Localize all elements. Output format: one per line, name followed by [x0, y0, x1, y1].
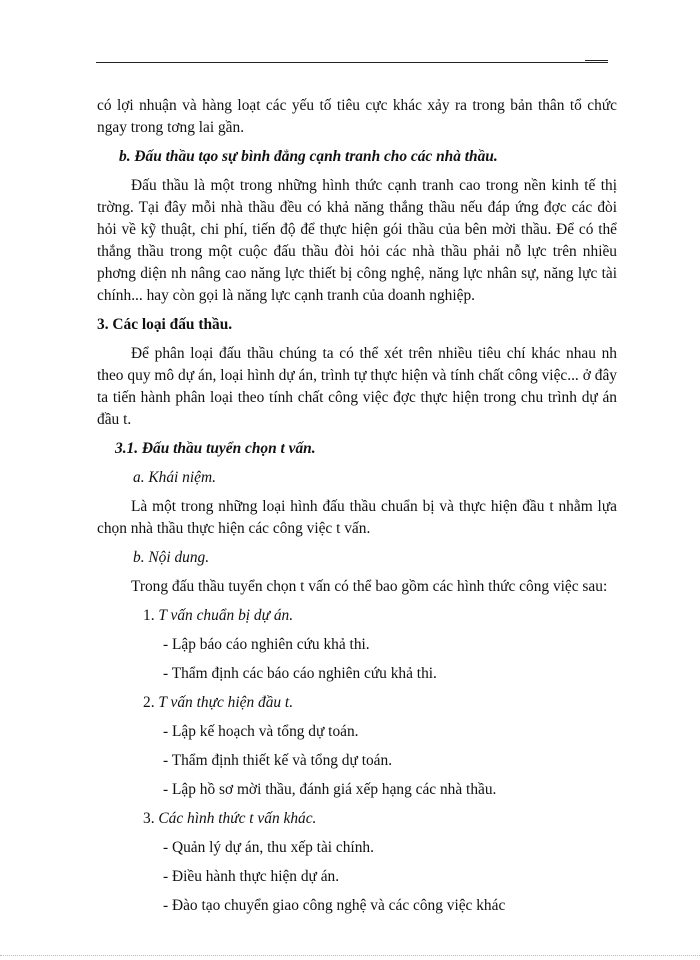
heading-b-equal-competition: b. Đấu thầu tạo sự bình đẳng cạnh tranh cho các nhà thầu. [119, 148, 498, 165]
list-item: - Thẩm định thiết kế và tổng dự toán. [163, 752, 393, 769]
group-heading-1: 1. T vấn chuẩn bị dự án. [143, 607, 294, 624]
paragraph-competition: Đấu thầu là một trong những hình thức cạnh tranh cao trong nền kinh tế thị trờng. Tại đây mỗi nhà thầu đều có khả năng thắng thầu nếu đáp ứng đợc các đòi hỏi về kỹ thuật, chi phí, tiến độ để thực hiện gói thầu của bên mời thầu. Để có thể thắng thầu trong một cuộc đấu thầu đòi hỏi các nhà thầu phải nỗ lực trên nhiều phơng diện nh nâng cao năng lực thiết bị công nghệ, năng lực nhân sự, năng lực tài chính... hay còn gọi là năng lực cạnh tranh của doanh nghiệp. [97, 177, 617, 304]
paragraph-concept: Là một trong những loại hình đấu thầu chuẩn bị và thực hiện đầu t nhằm lựa chọn nhà thầu thực hiện các công việc t vấn. [97, 498, 617, 537]
paragraph-classification: Để phân loại đấu thầu chúng ta có thể xét trên nhiều tiêu chí khác nhau nh theo quy mô dự án, loại hình dự án, trình tự thực hiện và tính chất công việc... ở đây ta tiến hành phân loại theo tính chất công việc đợc thực hiện trong chu trình dự án đầu t. [97, 345, 617, 428]
list-item: - Quản lý dự án, thu xếp tài chính. [163, 839, 374, 856]
footer-rule [0, 955, 700, 956]
list-item: - Lập báo cáo nghiên cứu khả thi. [163, 636, 370, 653]
list-item: - Đào tạo chuyển giao công nghệ và các công việc khác [163, 897, 506, 914]
header-rule-accent [585, 60, 608, 61]
group-heading-3: 3. Các hình thức t vấn khác. [143, 810, 317, 827]
header-rule [96, 62, 608, 63]
heading-a-concept: a. Khái niệm. [133, 469, 216, 486]
heading-3-1-consultant-selection: 3.1. Đấu thầu tuyển chọn t vấn. [115, 440, 316, 457]
group-heading-2: 2. T vấn thực hiện đầu t. [143, 694, 294, 711]
list-item: - Lập kế hoạch và tổng dự toán. [163, 723, 359, 740]
list-item: - Thẩm định các báo cáo nghiên cứu khả thi. [163, 665, 437, 682]
list-item: - Điều hành thực hiện dự án. [163, 868, 340, 885]
list-item: - Lập hồ sơ mời thầu, đánh giá xếp hạng các nhà thầu. [163, 781, 497, 798]
document-page [97, 95, 617, 924]
heading-3-bid-types: 3. Các loại đấu thầu. [97, 316, 233, 333]
paragraph-content: Trong đấu thầu tuyển chọn t vấn có thể bao gồm các hình thức công việc sau: [131, 578, 608, 595]
heading-b-content: b. Nội dung. [133, 549, 210, 566]
paragraph-intro: có lợi nhuận và hàng loạt các yếu tố tiêu cực khác xảy ra trong bản thân tổ chức ngay trong tơng lai gần. [97, 97, 617, 136]
